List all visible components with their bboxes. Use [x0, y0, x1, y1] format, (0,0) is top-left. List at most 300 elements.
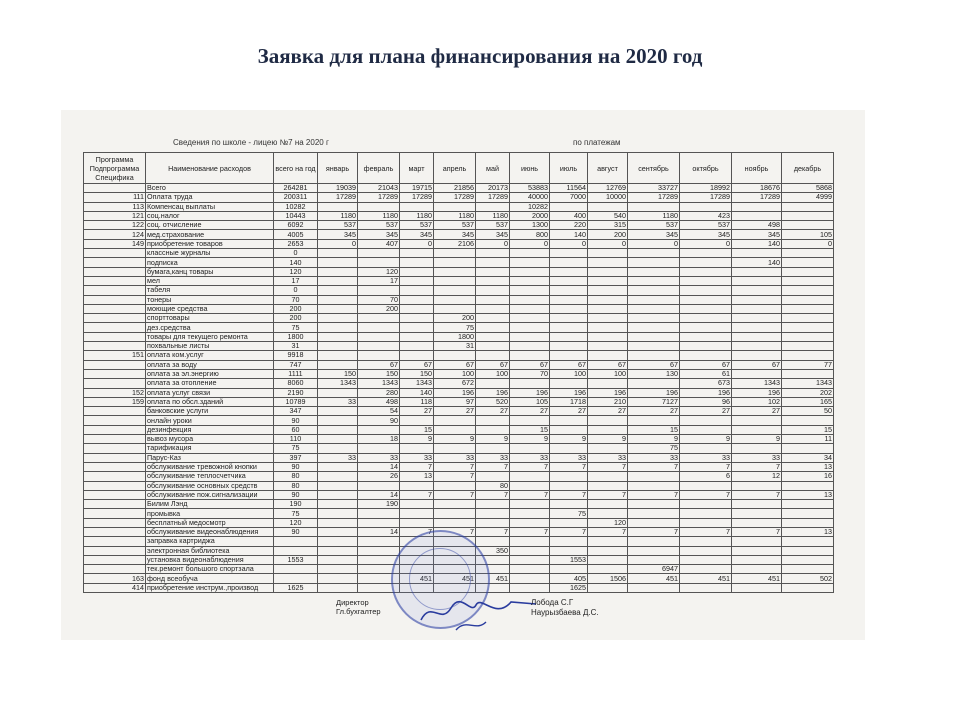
amount-cell [400, 202, 434, 211]
program-code-cell: 414 [84, 583, 146, 592]
expense-name-cell: спорттовары [146, 314, 274, 323]
amount-cell: 7 [550, 490, 588, 499]
amount-cell: 0 [782, 239, 834, 248]
amount-cell [680, 537, 732, 546]
program-code-cell [84, 565, 146, 574]
amount-cell: 451 [476, 574, 510, 583]
amount-cell [732, 546, 782, 555]
amount-cell [782, 369, 834, 378]
amount-cell [628, 342, 680, 351]
amount-cell [510, 295, 550, 304]
amount-cell [588, 332, 628, 341]
amount-cell: 27 [476, 407, 510, 416]
amount-cell: 7 [732, 490, 782, 499]
program-code-cell [84, 342, 146, 351]
program-code-cell [84, 286, 146, 295]
amount-cell [782, 304, 834, 313]
amount-cell: 33 [680, 453, 732, 462]
amount-cell [588, 314, 628, 323]
amount-cell: 1180 [400, 211, 434, 220]
column-header: июнь [510, 153, 550, 184]
table-row [84, 351, 834, 360]
expense-name-cell: похвальные листы [146, 342, 274, 351]
amount-cell [358, 509, 400, 518]
amount-cell [550, 518, 588, 527]
amount-cell: 7 [400, 527, 434, 536]
amount-cell [550, 295, 588, 304]
amount-cell: 9 [588, 435, 628, 444]
amount-cell [628, 304, 680, 313]
amount-cell [510, 481, 550, 490]
amount-cell: 7 [550, 527, 588, 536]
expense-name-cell: промывка [146, 509, 274, 518]
amount-cell: 118 [400, 397, 434, 406]
amount-cell [588, 286, 628, 295]
amount-cell [680, 555, 732, 564]
amount-cell [476, 314, 510, 323]
amount-cell: 196 [476, 388, 510, 397]
amount-cell [358, 286, 400, 295]
amount-cell [318, 574, 358, 583]
expense-name-cell: оплата по обсл.зданий [146, 397, 274, 406]
amount-cell [732, 369, 782, 378]
amount-cell [476, 258, 510, 267]
program-code-cell [84, 184, 146, 193]
amount-cell [680, 546, 732, 555]
column-header: всего на год [274, 153, 318, 184]
expense-name-cell: бумага,канц товары [146, 267, 274, 276]
expense-name-cell: фонд всеобуча [146, 574, 274, 583]
amount-cell: 6947 [628, 565, 680, 574]
amount-cell: 6 [680, 472, 732, 481]
amount-cell [680, 481, 732, 490]
amount-cell: 315 [588, 221, 628, 230]
amount-cell [628, 249, 680, 258]
amount-cell [588, 555, 628, 564]
amount-cell: 350 [476, 546, 510, 555]
amount-cell [476, 323, 510, 332]
amount-cell: 345 [318, 230, 358, 239]
amount-cell: 200 [434, 314, 476, 323]
amount-cell: 9 [476, 435, 510, 444]
amount-cell: 34 [782, 453, 834, 462]
amount-cell [628, 481, 680, 490]
amount-cell: 9 [680, 435, 732, 444]
amount-cell: 31 [434, 342, 476, 351]
amount-cell [510, 258, 550, 267]
table-row [84, 472, 834, 481]
program-code-cell [84, 435, 146, 444]
amount-cell: 75 [628, 444, 680, 453]
amount-cell [782, 500, 834, 509]
amount-cell: 27 [550, 407, 588, 416]
amount-cell: 2653 [274, 239, 318, 248]
amount-cell: 537 [400, 221, 434, 230]
amount-cell [434, 276, 476, 285]
handwritten-signature [416, 590, 546, 635]
amount-cell [782, 249, 834, 258]
amount-cell: 345 [434, 230, 476, 239]
table-row [84, 500, 834, 509]
table-row [84, 407, 834, 416]
program-code-cell: 111 [84, 193, 146, 202]
amount-cell [400, 314, 434, 323]
amount-cell: 75 [274, 509, 318, 518]
amount-cell [400, 267, 434, 276]
amount-cell [358, 342, 400, 351]
amount-cell [550, 258, 588, 267]
table-row [84, 323, 834, 332]
expense-name-cell: вывоз мусора [146, 435, 274, 444]
amount-cell [434, 304, 476, 313]
accountant-label: Гл.бухгалтер [336, 607, 381, 616]
amount-cell [550, 351, 588, 360]
amount-cell [550, 546, 588, 555]
amount-cell [400, 351, 434, 360]
amount-cell [274, 537, 318, 546]
amount-cell: 17289 [732, 193, 782, 202]
amount-cell [588, 444, 628, 453]
expense-name-cell: обслуживание тревожной кнопки [146, 462, 274, 471]
amount-cell: 1180 [434, 211, 476, 220]
amount-cell [550, 565, 588, 574]
amount-cell [732, 425, 782, 434]
amount-cell: 75 [434, 323, 476, 332]
amount-cell [550, 481, 588, 490]
amount-cell [510, 555, 550, 564]
amount-cell: 18676 [732, 184, 782, 193]
amount-cell [318, 481, 358, 490]
amount-cell [680, 286, 732, 295]
amount-cell: 13 [400, 472, 434, 481]
amount-cell [400, 295, 434, 304]
amount-cell: 100 [588, 369, 628, 378]
amount-cell: 15 [510, 425, 550, 434]
amount-cell: 27 [434, 407, 476, 416]
amount-cell [628, 472, 680, 481]
amount-cell: 7 [400, 462, 434, 471]
signature-labels [336, 598, 381, 616]
amount-cell [588, 342, 628, 351]
amount-cell [732, 314, 782, 323]
amount-cell: 67 [358, 360, 400, 369]
amount-cell: 9 [628, 435, 680, 444]
amount-cell [732, 211, 782, 220]
amount-cell [588, 425, 628, 434]
expense-name-cell: соц.налог [146, 211, 274, 220]
amount-cell [588, 304, 628, 313]
amount-cell [400, 258, 434, 267]
amount-cell [628, 314, 680, 323]
document-header: Сведения по школе - лицею №7 на 2020 г [173, 138, 329, 147]
expense-name-cell: товары для текущего ремонта [146, 332, 274, 341]
table-row [84, 379, 834, 388]
table-row [84, 267, 834, 276]
amount-cell [782, 509, 834, 518]
amount-cell [318, 314, 358, 323]
amount-cell: 345 [732, 230, 782, 239]
amount-cell [550, 379, 588, 388]
amount-cell: 202 [782, 388, 834, 397]
amount-cell [550, 314, 588, 323]
amount-cell [274, 574, 318, 583]
table-row [84, 295, 834, 304]
amount-cell [732, 555, 782, 564]
amount-cell [510, 342, 550, 351]
program-code-cell: 113 [84, 202, 146, 211]
amount-cell [358, 258, 400, 267]
expense-name-cell: соц. отчисление [146, 221, 274, 230]
amount-cell: 67 [628, 360, 680, 369]
amount-cell: 140 [550, 230, 588, 239]
amount-cell: 7 [588, 462, 628, 471]
amount-cell: 0 [274, 286, 318, 295]
amount-cell: 345 [400, 230, 434, 239]
amount-cell: 70 [274, 295, 318, 304]
amount-cell: 16 [782, 472, 834, 481]
amount-cell: 105 [510, 397, 550, 406]
amount-cell [476, 276, 510, 285]
amount-cell [510, 286, 550, 295]
amount-cell [510, 276, 550, 285]
amount-cell [434, 425, 476, 434]
amount-cell [732, 332, 782, 341]
amount-cell: 0 [274, 249, 318, 258]
amount-cell: 5868 [782, 184, 834, 193]
amount-cell: 423 [680, 211, 732, 220]
expense-name-cell: обслуживание основных средств [146, 481, 274, 490]
amount-cell: 451 [434, 574, 476, 583]
amount-cell [318, 416, 358, 425]
amount-cell: 210 [588, 397, 628, 406]
amount-cell: 10443 [274, 211, 318, 220]
amount-cell: 90 [274, 527, 318, 536]
amount-cell: 70 [510, 369, 550, 378]
column-header: ноябрь [732, 153, 782, 184]
amount-cell: 1343 [782, 379, 834, 388]
program-code-cell [84, 360, 146, 369]
amount-cell: 10282 [274, 202, 318, 211]
amount-cell: 196 [680, 388, 732, 397]
amount-cell [318, 490, 358, 499]
amount-cell [434, 202, 476, 211]
amount-cell [628, 295, 680, 304]
amount-cell [358, 425, 400, 434]
amount-cell [732, 249, 782, 258]
amount-cell [588, 249, 628, 258]
amount-cell [680, 314, 732, 323]
amount-cell: 200 [588, 230, 628, 239]
amount-cell: 80 [476, 481, 510, 490]
amount-cell: 0 [550, 239, 588, 248]
amount-cell: 1553 [550, 555, 588, 564]
amount-cell [476, 425, 510, 434]
amount-cell: 33 [400, 453, 434, 462]
amount-cell [680, 332, 732, 341]
table-row [84, 453, 834, 462]
table-row [84, 388, 834, 397]
amount-cell [732, 565, 782, 574]
amount-cell [318, 565, 358, 574]
amount-cell: 61 [680, 369, 732, 378]
amount-cell [510, 379, 550, 388]
amount-cell: 90 [274, 490, 318, 499]
amount-cell [550, 444, 588, 453]
program-code-cell [84, 555, 146, 564]
table-row [84, 230, 834, 239]
amount-cell: 120 [588, 518, 628, 527]
amount-cell: 345 [476, 230, 510, 239]
amount-cell [476, 379, 510, 388]
amount-cell [782, 342, 834, 351]
amount-cell: 1343 [400, 379, 434, 388]
amount-cell [588, 583, 628, 592]
amount-cell: 7000 [550, 193, 588, 202]
scanned-document [61, 110, 865, 640]
amount-cell [782, 267, 834, 276]
amount-cell [510, 314, 550, 323]
table-row [84, 490, 834, 499]
amount-cell: 400 [550, 211, 588, 220]
amount-cell: 27 [400, 407, 434, 416]
expense-name-cell: заправка картриджа [146, 537, 274, 546]
amount-cell [550, 249, 588, 258]
amount-cell [588, 276, 628, 285]
amount-cell: 67 [476, 360, 510, 369]
amount-cell [476, 202, 510, 211]
expense-name-cell: банковские услуги [146, 407, 274, 416]
amount-cell [400, 286, 434, 295]
amount-cell: 1343 [318, 379, 358, 388]
expense-name-cell: Всего [146, 184, 274, 193]
amount-cell: 150 [358, 369, 400, 378]
amount-cell [400, 249, 434, 258]
amount-cell: 7 [550, 462, 588, 471]
director-label: Директор [336, 598, 369, 607]
amount-cell: 100 [434, 369, 476, 378]
amount-cell [400, 276, 434, 285]
amount-cell [476, 332, 510, 341]
amount-cell [318, 537, 358, 546]
expense-name-cell: классные журналы [146, 249, 274, 258]
amount-cell: 747 [274, 360, 318, 369]
table-row [84, 332, 834, 341]
amount-cell: 67 [680, 360, 732, 369]
amount-cell: 1625 [550, 583, 588, 592]
amount-cell: 7 [588, 527, 628, 536]
amount-cell: 1718 [550, 397, 588, 406]
amount-cell [588, 295, 628, 304]
amount-cell [318, 249, 358, 258]
expense-name-cell: обслуживание видеонаблюдения [146, 527, 274, 536]
amount-cell [588, 546, 628, 555]
amount-cell [434, 500, 476, 509]
amount-cell [476, 537, 510, 546]
amount-cell: 7 [476, 527, 510, 536]
expense-name-cell: электронная библиотека [146, 546, 274, 555]
amount-cell [358, 314, 400, 323]
amount-cell: 19039 [318, 184, 358, 193]
amount-cell: 150 [400, 369, 434, 378]
amount-cell: 537 [318, 221, 358, 230]
slide-title: Заявка для плана финансирования на 2020 год [257, 44, 703, 68]
amount-cell [680, 295, 732, 304]
amount-cell: 451 [732, 574, 782, 583]
amount-cell [318, 407, 358, 416]
program-code-cell: 121 [84, 211, 146, 220]
amount-cell: 15 [628, 425, 680, 434]
column-header: апрель [434, 153, 476, 184]
amount-cell: 7 [476, 490, 510, 499]
expense-name-cell: Парус-Каз [146, 453, 274, 462]
amount-cell [732, 583, 782, 592]
amount-cell: 18 [358, 435, 400, 444]
amount-cell: 1300 [510, 221, 550, 230]
amount-cell [680, 351, 732, 360]
table-row [84, 304, 834, 313]
amount-cell [588, 416, 628, 425]
amount-cell [588, 323, 628, 332]
amount-cell [588, 351, 628, 360]
program-code-cell [84, 509, 146, 518]
amount-cell [510, 416, 550, 425]
amount-cell [318, 472, 358, 481]
amount-cell: 1343 [732, 379, 782, 388]
amount-cell: 7 [510, 462, 550, 471]
amount-cell: 110 [274, 435, 318, 444]
amount-cell [732, 537, 782, 546]
amount-cell [476, 472, 510, 481]
expense-name-cell: установка видеонаблюдения [146, 555, 274, 564]
amount-cell: 8060 [274, 379, 318, 388]
amount-cell: 17 [358, 276, 400, 285]
amount-cell [628, 583, 680, 592]
amount-cell [782, 351, 834, 360]
amount-cell: 7 [732, 462, 782, 471]
amount-cell: 17289 [680, 193, 732, 202]
amount-cell [732, 304, 782, 313]
amount-cell [628, 416, 680, 425]
amount-cell: 77 [782, 360, 834, 369]
amount-cell [628, 546, 680, 555]
program-code-cell [84, 472, 146, 481]
amount-cell: 33 [434, 453, 476, 462]
table-row [84, 481, 834, 490]
column-header: декабрь [782, 153, 834, 184]
table-row [84, 342, 834, 351]
amount-cell [680, 444, 732, 453]
amount-cell: 7 [434, 490, 476, 499]
column-header: январь [318, 153, 358, 184]
amount-cell: 90 [274, 462, 318, 471]
amount-cell [732, 342, 782, 351]
amount-cell: 67 [400, 360, 434, 369]
amount-cell: 7 [434, 462, 476, 471]
amount-cell [318, 360, 358, 369]
amount-cell: 498 [358, 397, 400, 406]
amount-cell: 1180 [318, 211, 358, 220]
amount-cell [318, 444, 358, 453]
amount-cell [358, 444, 400, 453]
expense-name-cell: оплата за воду [146, 360, 274, 369]
amount-cell [732, 518, 782, 527]
amount-cell [358, 537, 400, 546]
table-row [84, 286, 834, 295]
program-code-cell [84, 369, 146, 378]
amount-cell: 9 [732, 435, 782, 444]
amount-cell: 1625 [274, 583, 318, 592]
amount-cell [434, 286, 476, 295]
